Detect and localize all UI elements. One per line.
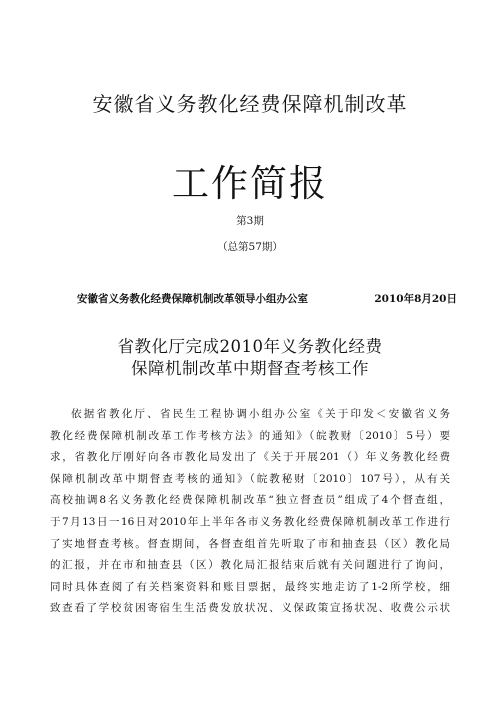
body-line: 高校抽调8名义务教化经费保障机制改革“独立督查员”组成了4个督查组， [50, 494, 450, 507]
total-issue-number: （总第57期） [217, 241, 283, 253]
issue-number: 第3期 [236, 215, 264, 227]
issue-date: 2010年8月20日 [374, 293, 457, 305]
article-title-line: 省教化厅完成2010年义务教化经费 [117, 337, 383, 356]
body-line: 求，省教化厅刚好向各市教化局发出了《关于开展201（）年义务教化经费 [50, 451, 450, 464]
body-line: 致查看了学校贫困寄宿生生活费发放状况、义保政策宣扬状况、收费公示状 [50, 602, 450, 615]
body-line: 依据省教化厅、省民生工程协调小组办公室《关于印发＜安徽省义务 [71, 408, 450, 420]
body-line: 同时具体查阅了有关档案资料和账目票据，最终实地走访了1-2所学校，细 [50, 580, 450, 593]
org-title: 安徽省义务教化经费保障机制改革 [92, 92, 408, 116]
bulletin-title: 工作简报 [172, 162, 328, 205]
issuer-name: 安徽省义务教化经费保障机制改革领导小组办公室 [77, 293, 308, 305]
article-title-line: 保障机制改革中期督查考核工作 [131, 359, 369, 378]
article-body [50, 404, 450, 620]
body-line: 保障机制改革中期督查考核的通知》（皖教秘财〔2010〕107号），从有关 [50, 472, 450, 485]
body-line: 的汇报，并在市和抽查县（区）教化局汇报结束后就有关问题进行了询问， [50, 559, 450, 572]
article-title [0, 336, 500, 380]
body-line: 了实地督查考核。督查期间，各督查组首先听取了市和抽查县（区）教化局 [50, 537, 450, 550]
body-line: 教化经费保障机制改革工作考核方法》的通知》（皖教财〔2010〕5号）要 [50, 429, 450, 442]
body-line: 于7月13日一16日对2010年上半年各市义务教化经费保障机制改革工作进行 [50, 515, 450, 528]
